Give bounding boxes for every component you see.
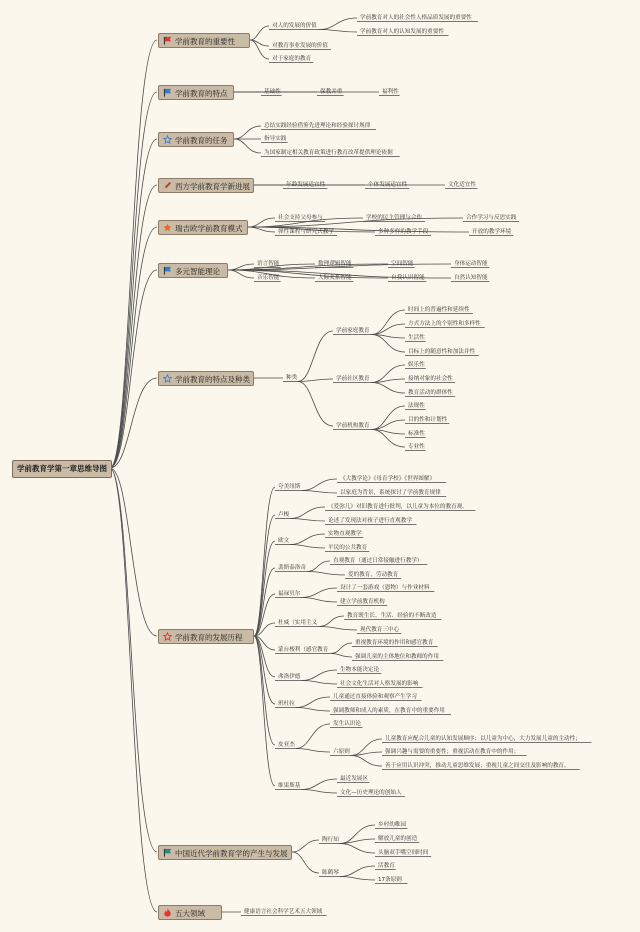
branch-8-node[interactable]: 《爱弥儿》对旧教育进行批判，以儿童为本位的教育观。 [328, 503, 468, 510]
branch-7-node[interactable]: 学前机构教育 [336, 422, 370, 429]
branch-8-node[interactable]: 爱的教育，劳动教育 [348, 571, 399, 578]
branch-label: 学前教育的特点及种类 [175, 374, 250, 384]
branch-5-node[interactable]: 学校的民主管理与合作 [366, 214, 422, 221]
branch-7-node[interactable]: 法规性 [408, 402, 425, 409]
branch-7-node[interactable]: 目标上的随意性和加法并性 [408, 348, 476, 355]
branch-6-node[interactable]: 音乐智能 [257, 274, 280, 281]
branch-4-node[interactable]: 年龄发展适宜性 [286, 181, 326, 188]
branch-label: 瑞吉欧学前教育模式 [175, 223, 243, 233]
branch-5-node[interactable]: 多种多样的教学手段 [378, 228, 429, 235]
branch-8-node[interactable]: 建立学前教育机构 [340, 598, 385, 605]
branch-label: 西方学前教育学新进展 [175, 181, 250, 191]
branch-2-node[interactable]: 保教并重 [320, 88, 343, 95]
branch-6-node[interactable]: 数理逻辑智能 [318, 260, 352, 267]
branch-8-node[interactable]: 直观教育（通过日常接触进行教学） [333, 557, 423, 564]
branch-6-node[interactable]: 自我认识智能 [391, 274, 425, 281]
branch-8-node[interactable]: 平民的公共教育 [328, 544, 368, 551]
branch-6-node[interactable]: 语言智能 [257, 260, 280, 267]
branch-1-node[interactable]: 对于家庭的教育 [272, 55, 312, 62]
branch-5-node[interactable]: 社会支持父母参与 [278, 214, 323, 221]
branch-8-node[interactable]: 实物直观教学 [328, 530, 362, 537]
branch-8-node[interactable]: 最近发展区 [340, 775, 368, 782]
branch-8-node[interactable]: 强调儿童的主体地位和教师的作用 [355, 653, 439, 660]
branch-3[interactable] [158, 132, 234, 147]
branch-8-node[interactable]: 蒙台梭利（感官教育 [278, 646, 329, 653]
branch-7-node[interactable]: 时间上的普遍性和延续性 [408, 306, 470, 313]
branch-8-node[interactable]: 班杜拉 [278, 700, 295, 707]
branch-9-node[interactable]: 解放儿童的创造 [378, 835, 418, 842]
flag-red-icon [163, 37, 175, 46]
branch-9[interactable] [158, 845, 292, 860]
branch-7[interactable] [158, 371, 254, 386]
branch-8-node[interactable]: 重视教育环境的作用和感官教育 [355, 639, 434, 646]
branch-label: 中国近代学前教育学的产生与发展 [175, 848, 288, 858]
branch-7-node[interactable]: 生活性 [408, 334, 425, 341]
branch-8-node[interactable]: 强调兴趣与需要的重要性；重视活动在教育中的作用； [385, 748, 520, 755]
branch-label: 学前教育的特点 [175, 88, 228, 98]
branch-8-node[interactable]: 裴斯泰洛奇 [278, 564, 306, 571]
branch-2-node[interactable]: 福利性 [382, 88, 399, 95]
branch-7-node[interactable]: 学前社区教育 [336, 375, 370, 382]
branch-9-node[interactable]: 17条原则 [378, 876, 402, 883]
branch-8-node[interactable]: 儿童通过直接体验和观察产生学习 [333, 693, 417, 700]
branch-8-node[interactable]: 以家庭为背景，系统探讨了学前教育规律 [340, 489, 441, 496]
pencil-icon [163, 182, 175, 191]
branch-8-node[interactable]: 夸美纽斯 [278, 483, 301, 490]
branch-8[interactable] [158, 629, 254, 644]
branch-8-node[interactable]: 生物本能决定论 [340, 666, 380, 673]
branch-5-node[interactable]: 合作学习与反思实践 [466, 214, 517, 221]
branch-9-node[interactable]: 陈鹤琴 [322, 869, 339, 876]
branch-6-node[interactable]: 自然认知智能 [454, 274, 488, 281]
branch-3-node[interactable]: 为国家制定相关教育政策进行教育改革提供理论依据 [264, 149, 393, 156]
flag-blue-icon [163, 89, 175, 98]
branch-7-node[interactable]: 标准性 [408, 430, 425, 437]
branch-label: 学前教育的发展历程 [175, 632, 243, 642]
star-outline-icon [163, 136, 175, 145]
flag-blue-icon [163, 267, 175, 276]
branch-8-node[interactable]: 《大教学论》《母育学校》《世界图解》 [340, 475, 436, 482]
branch-8-node[interactable]: 六原则 [333, 748, 350, 755]
branch-8-node[interactable]: 设计了一套游戏（恩物）与作业材料 [340, 584, 430, 591]
branch-label: 学前教育的任务 [175, 135, 228, 145]
branch-8-node[interactable]: 皮亚杰 [278, 741, 295, 748]
branch-7-node[interactable]: 娱乐性 [408, 361, 425, 368]
branch-8-node[interactable]: 现代教育三中心 [360, 626, 400, 633]
branch-8-node[interactable]: 欧文 [278, 537, 290, 544]
branch-7-node[interactable]: 教育活动的群体性 [408, 389, 453, 396]
branch-6-node[interactable]: 身体运动智能 [454, 260, 488, 267]
branch-8-node[interactable]: 维果斯基 [278, 782, 301, 789]
branch-1-node[interactable]: 学前教育对人的认知发展的重要性 [360, 28, 444, 35]
branch-6-node[interactable]: 空间智能 [391, 260, 414, 267]
branch-7-node[interactable]: 学前家庭教育 [336, 327, 370, 334]
branch-3-node[interactable]: 指导实践 [264, 135, 287, 142]
branch-8-node[interactable]: 福禄贝尔 [278, 590, 301, 597]
star-filled-icon [163, 224, 175, 233]
branch-7-node[interactable]: 种类 [286, 374, 298, 381]
branch-7-node[interactable]: 方式方法上的个别性和多样性 [408, 320, 481, 327]
root-topic[interactable]: 学前教育学第一章思维导图 [12, 460, 112, 478]
branch-1[interactable] [158, 33, 250, 48]
branch-8-node[interactable]: 儿童教育应配合儿童的认知发展顺序；以儿童为中心，大力发展儿童的主动性； [385, 735, 581, 742]
branch-6[interactable] [158, 263, 228, 278]
branch-label: 多元智能理论 [175, 266, 220, 276]
branch-2[interactable] [158, 85, 234, 100]
branch-1-node[interactable]: 对人的发展的价值 [272, 22, 317, 29]
branch-1-node[interactable]: 学前教育对人的社会性人格品质发展的重要性 [360, 14, 472, 21]
branch-5[interactable] [158, 220, 248, 235]
branch-8-node[interactable]: 卢梭 [278, 511, 290, 518]
branch-8-node[interactable]: 强调教师和成人的素质，在教育中的重要作用 [333, 707, 445, 714]
branch-8-node[interactable]: 善于应用认识冲突，推动儿童思维发展；重视儿童之间交往及影响的教育。 [385, 762, 570, 769]
branch-5-node[interactable]: 开放的教学环境 [472, 228, 512, 235]
branch-8-node[interactable]: 论述了发现法对孩子进行直观教学 [328, 517, 412, 524]
flag-teal-icon [163, 849, 175, 858]
branch-8-node[interactable]: 杜威（实用主义 [278, 619, 318, 626]
star-outline-red-icon [163, 633, 175, 642]
branch-8-node[interactable]: 社会文化生活对人格发展的影响 [340, 680, 419, 687]
branch-8-node[interactable]: 教育既生长、生活、经验的不断改造 [347, 612, 437, 619]
branch-7-node[interactable]: 目的性和计划性 [408, 416, 448, 423]
branch-8-node[interactable]: 发生认识论 [333, 720, 361, 727]
branch-2-node[interactable]: 基础性 [264, 88, 281, 95]
branch-9-node[interactable]: 陶行知 [322, 836, 339, 843]
branch-9-node[interactable]: 活教育 [378, 862, 395, 869]
star-outline-icon [163, 375, 175, 384]
branch-label: 五大领域 [175, 908, 205, 918]
branch-8-node[interactable]: 弗洛伊德 [278, 673, 301, 680]
branch-6-node[interactable]: 人际关系智能 [318, 274, 352, 281]
branch-4[interactable] [158, 178, 254, 193]
branch-5-node[interactable]: 弹性课程与研究式教学 [278, 228, 334, 235]
branch-4-node[interactable]: 文化适宜性 [448, 181, 476, 188]
branch-10[interactable] [158, 905, 222, 920]
branch-10-node[interactable]: 健康语言社会科学艺术五大领域 [244, 908, 323, 915]
fire-icon [163, 909, 175, 918]
branch-8-node[interactable]: 文化—历史理论的创始人 [340, 789, 402, 796]
branch-label: 学前教育的重要性 [175, 36, 235, 46]
branch-9-node[interactable]: 乡村幼稚园 [378, 821, 406, 828]
branch-3-node[interactable]: 总结实践经验借鉴先进理论和经验探讨规律 [264, 122, 371, 129]
branch-7-node[interactable]: 接纳对象的社会性 [408, 375, 453, 382]
branch-1-node[interactable]: 对教育事业发展的价值 [272, 42, 328, 49]
branch-9-node[interactable]: 头脑双手嘴空间时间 [378, 849, 429, 856]
branch-4-node[interactable]: 个体发展适宜性 [368, 181, 408, 188]
branch-7-node[interactable]: 专业性 [408, 443, 425, 450]
